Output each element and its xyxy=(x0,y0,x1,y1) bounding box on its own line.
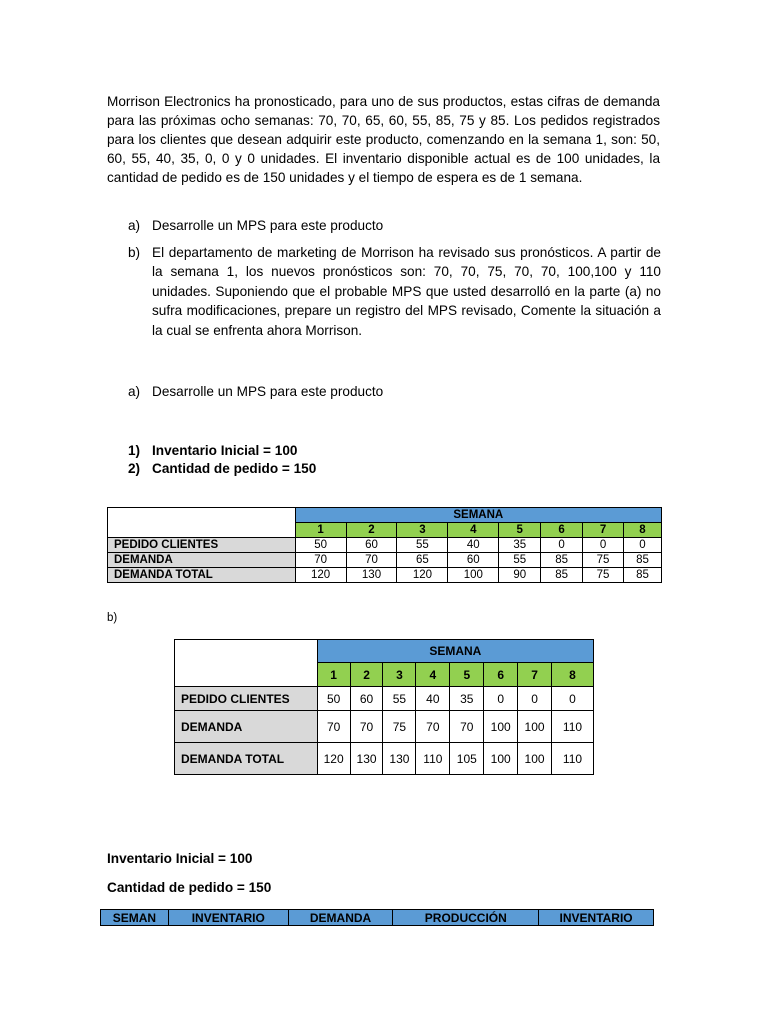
table-cell: 120 xyxy=(295,568,346,583)
table-cell: 50 xyxy=(295,538,346,553)
table-row xyxy=(108,553,662,568)
table-cell: 70 xyxy=(450,711,484,743)
table-cell: 0 xyxy=(484,687,518,711)
question-marker: a) xyxy=(128,384,141,399)
table-cell: 100 xyxy=(484,711,518,743)
given-text: Inventario Inicial = 100 xyxy=(152,443,298,458)
week-cell: 2 xyxy=(350,663,383,687)
table-row xyxy=(175,743,594,775)
question-text: Desarrolle un MPS para este producto xyxy=(152,384,384,399)
row-label: DEMANDA TOTAL xyxy=(175,743,318,775)
week-header: SEMANA xyxy=(295,508,661,523)
question-text: Desarrolle un MPS para este producto xyxy=(152,218,384,233)
answer-a xyxy=(128,382,661,402)
table-row xyxy=(108,568,662,583)
mps-table-a xyxy=(107,507,662,583)
table-cell: 55 xyxy=(499,553,541,568)
table-cell: 105 xyxy=(450,743,484,775)
table-cell: 70 xyxy=(346,553,397,568)
week-cell: 3 xyxy=(383,663,416,687)
table-cell: 110 xyxy=(551,711,593,743)
table-cell: 100 xyxy=(518,711,552,743)
table-cell: 65 xyxy=(397,553,448,568)
table-corner xyxy=(108,508,296,538)
table-cell: 100 xyxy=(484,743,518,775)
week-cell: 1 xyxy=(317,663,350,687)
problem-statement: Morrison Electronics ha pronosticado, para uno de sus productos, estas cifras de demanda para las próximas ocho semanas: 70, 70, 65, 60, 55, 85, 75 y 85. Los pedidos registrados para los clientes que desean adquirir este producto, comenzando en la semana 1, son: 50, 60, 55, 40, 35, 0, 0 y 0 unidades. El inventario disponible actual es de 100 unidades, la cantidad de pedido es de 150 unidades y el tiempo de espera es de 1 semana. xyxy=(107,94,660,185)
table-cell: 100 xyxy=(448,568,499,583)
table-cell: 75 xyxy=(583,553,624,568)
table-cell: 35 xyxy=(450,687,484,711)
given-number: 2) xyxy=(128,461,141,476)
week-cell: 3 xyxy=(397,523,448,538)
table-cell: 110 xyxy=(416,743,450,775)
table-cell: 0 xyxy=(624,538,662,553)
table-cell: 55 xyxy=(383,687,416,711)
table-cell: 130 xyxy=(350,743,383,775)
question-item xyxy=(128,382,661,402)
mps-table-b xyxy=(174,639,594,775)
row-label: PEDIDO CLIENTES xyxy=(175,687,318,711)
question-item xyxy=(128,216,661,236)
week-cell: 7 xyxy=(518,663,552,687)
table-cell: 55 xyxy=(397,538,448,553)
given-text: Cantidad de pedido = 150 xyxy=(152,461,317,476)
table-cell: 70 xyxy=(416,711,450,743)
table-cell: 85 xyxy=(624,553,662,568)
question-list xyxy=(128,216,661,340)
question-text: El departamento de marketing de Morrison ha revisado sus pronósticos. A partir de la semana 1, los nuevos pronósticos son: 70, 70, 75, 70, 70, 100,100 y 110 unidades. Suponiendo que el probable MPS que usted desarrolló en la parte (a) no sufra modificaciones, prepare un registro del MPS revisado, Comente la situación a la cual se enfrenta ahora Morrison. xyxy=(152,244,661,338)
column-header: INVENTARIO xyxy=(539,910,654,926)
given-line xyxy=(128,443,297,458)
table-cell: 110 xyxy=(551,743,593,775)
column-header: PRODUCCIÓN xyxy=(393,910,539,926)
table-cell: 130 xyxy=(383,743,416,775)
table-cell: 130 xyxy=(346,568,397,583)
column-header: DEMANDA xyxy=(288,910,393,926)
table-row xyxy=(175,687,594,711)
table-cell: 85 xyxy=(541,553,583,568)
week-header: SEMANA xyxy=(317,640,593,663)
column-header: SEMAN xyxy=(101,910,169,926)
table-cell: 50 xyxy=(317,687,350,711)
table-cell: 60 xyxy=(350,687,383,711)
week-cell: 8 xyxy=(551,663,593,687)
table-cell: 0 xyxy=(541,538,583,553)
table-cell: 100 xyxy=(518,743,552,775)
table-cell: 120 xyxy=(397,568,448,583)
week-cell: 6 xyxy=(484,663,518,687)
row-label: DEMANDA TOTAL xyxy=(108,568,296,583)
given-line xyxy=(128,461,316,476)
table-cell: 40 xyxy=(416,687,450,711)
week-cell: 6 xyxy=(541,523,583,538)
table-cell: 0 xyxy=(518,687,552,711)
table-cell: 60 xyxy=(346,538,397,553)
table-cell: 70 xyxy=(317,711,350,743)
table-cell: 120 xyxy=(317,743,350,775)
week-cell: 5 xyxy=(499,523,541,538)
question-marker: a) xyxy=(128,218,141,233)
table-corner xyxy=(175,640,318,687)
table-cell: 60 xyxy=(448,553,499,568)
row-label: DEMANDA xyxy=(175,711,318,743)
question-item xyxy=(128,243,661,341)
week-cell: 7 xyxy=(583,523,624,538)
week-cell: 4 xyxy=(448,523,499,538)
week-cell: 4 xyxy=(416,663,450,687)
week-cell: 1 xyxy=(295,523,346,538)
table-cell: 70 xyxy=(295,553,346,568)
table-cell: 85 xyxy=(541,568,583,583)
table-cell: 85 xyxy=(624,568,662,583)
cantidad-pedido: Cantidad de pedido = 150 xyxy=(107,880,272,895)
question-marker: b) xyxy=(128,244,141,260)
table-cell: 0 xyxy=(551,687,593,711)
table-row xyxy=(108,538,662,553)
table-cell: 75 xyxy=(383,711,416,743)
column-header: INVENTARIO xyxy=(168,910,288,926)
given-number: 1) xyxy=(128,443,141,458)
table-header-row xyxy=(101,910,654,926)
table-cell: 0 xyxy=(583,538,624,553)
part-b-label: b) xyxy=(107,612,118,624)
table-cell: 90 xyxy=(499,568,541,583)
production-table xyxy=(100,909,654,926)
table-cell: 40 xyxy=(448,538,499,553)
row-label: PEDIDO CLIENTES xyxy=(108,538,296,553)
week-cell: 2 xyxy=(346,523,397,538)
table-cell: 70 xyxy=(350,711,383,743)
inventario-inicial: Inventario Inicial = 100 xyxy=(107,851,253,866)
table-cell: 75 xyxy=(583,568,624,583)
table-row xyxy=(175,711,594,743)
row-label: DEMANDA xyxy=(108,553,296,568)
week-cell: 5 xyxy=(450,663,484,687)
table-cell: 35 xyxy=(499,538,541,553)
week-cell: 8 xyxy=(624,523,662,538)
